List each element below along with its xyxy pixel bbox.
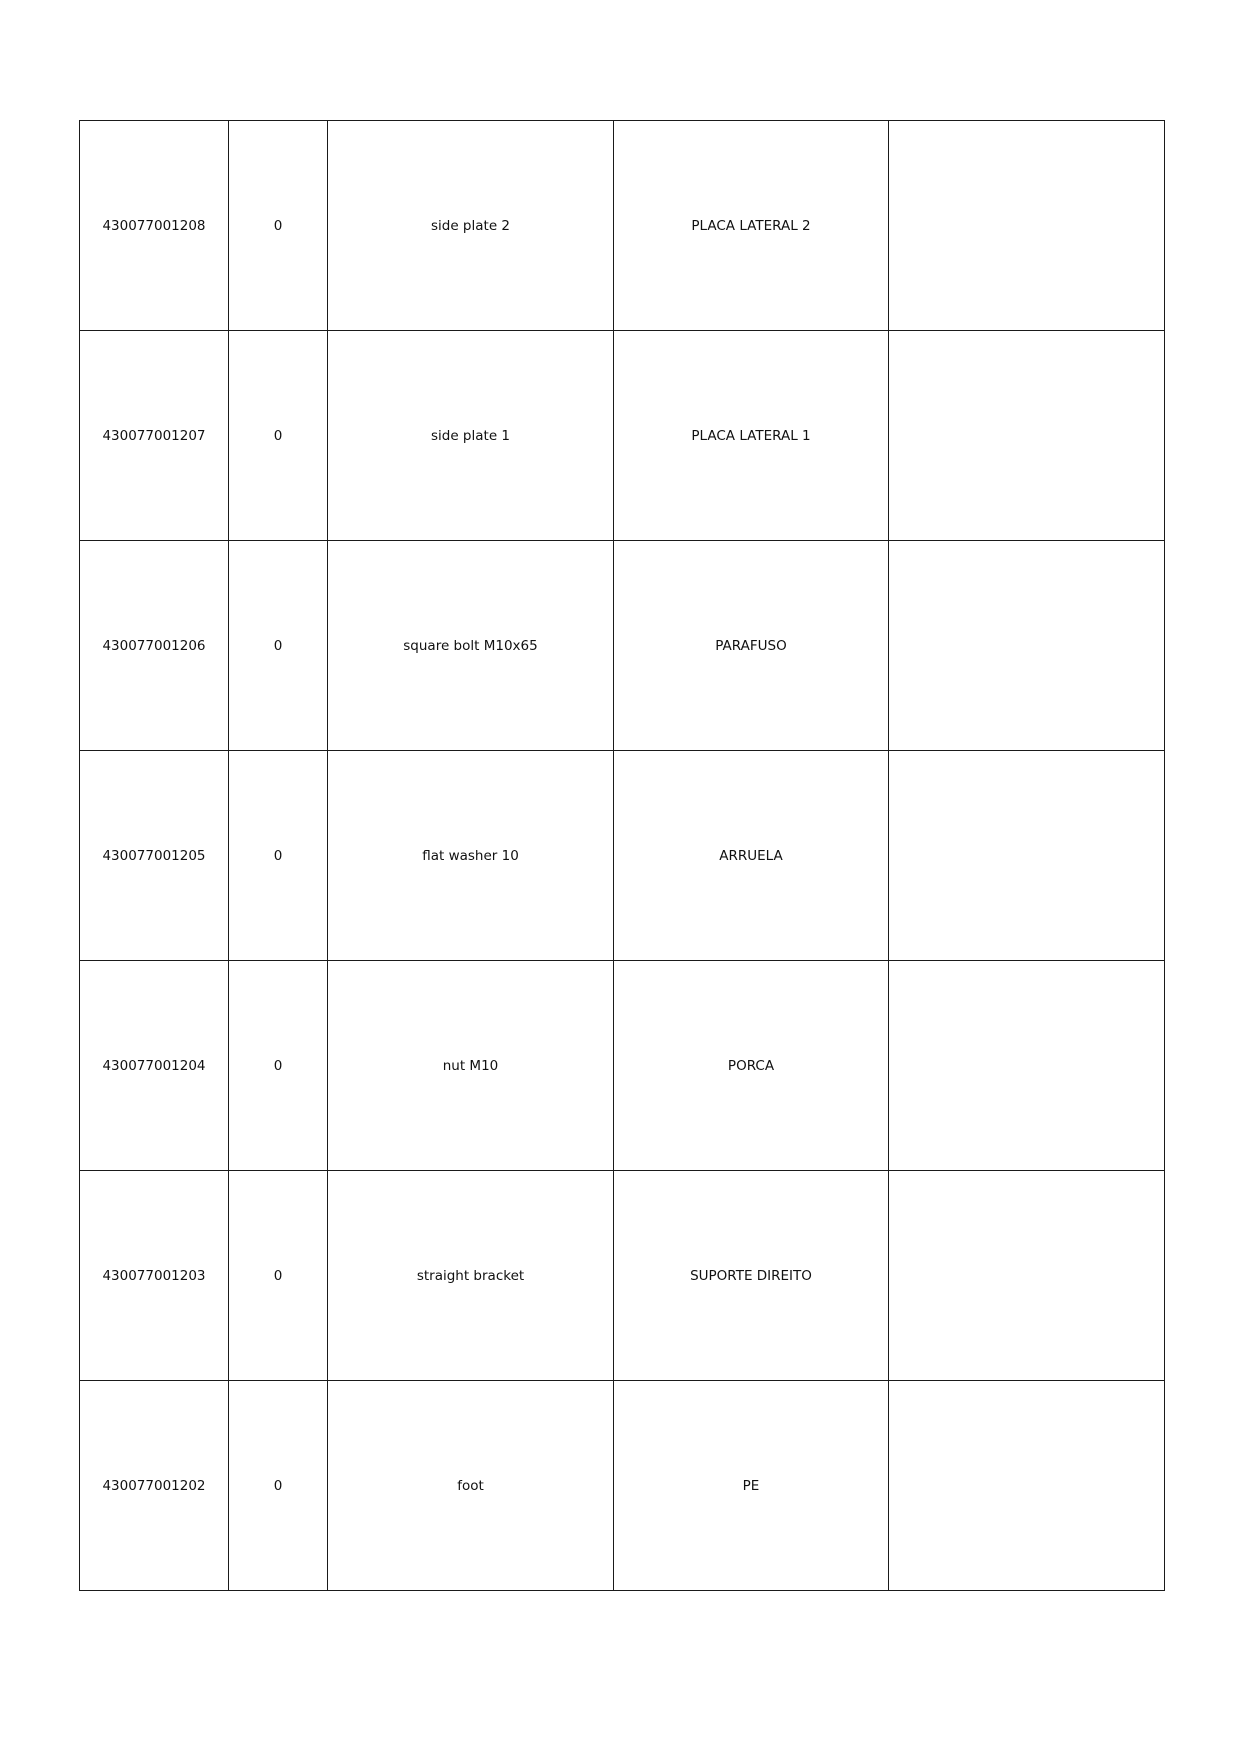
table-row bbox=[80, 1381, 1165, 1591]
notes-cell bbox=[889, 751, 1165, 961]
table-row bbox=[80, 541, 1165, 751]
description-en-cell: side plate 1 bbox=[328, 331, 614, 541]
description-pt-cell: SUPORTE DIREITO bbox=[614, 1171, 889, 1381]
part-code-cell: 430077001206 bbox=[80, 541, 229, 751]
description-en-cell: flat washer 10 bbox=[328, 751, 614, 961]
notes-cell bbox=[889, 331, 1165, 541]
table-row bbox=[80, 121, 1165, 331]
part-code-cell: 430077001204 bbox=[80, 961, 229, 1171]
part-code-cell: 430077001207 bbox=[80, 331, 229, 541]
description-en-cell: nut M10 bbox=[328, 961, 614, 1171]
description-pt-cell: ARRUELA bbox=[614, 751, 889, 961]
description-pt-cell: PARAFUSO bbox=[614, 541, 889, 751]
part-code-cell: 430077001208 bbox=[80, 121, 229, 331]
quantity-cell: 0 bbox=[229, 121, 328, 331]
description-en-cell: straight bracket bbox=[328, 1171, 614, 1381]
description-pt-cell: PLACA LATERAL 2 bbox=[614, 121, 889, 331]
description-pt-cell: PLACA LATERAL 1 bbox=[614, 331, 889, 541]
quantity-cell: 0 bbox=[229, 961, 328, 1171]
part-code-cell: 430077001203 bbox=[80, 1171, 229, 1381]
description-pt-cell: PORCA bbox=[614, 961, 889, 1171]
table-row bbox=[80, 961, 1165, 1171]
notes-cell bbox=[889, 961, 1165, 1171]
notes-cell bbox=[889, 121, 1165, 331]
part-code-cell: 430077001205 bbox=[80, 751, 229, 961]
description-en-cell: side plate 2 bbox=[328, 121, 614, 331]
quantity-cell: 0 bbox=[229, 331, 328, 541]
quantity-cell: 0 bbox=[229, 541, 328, 751]
table-row bbox=[80, 331, 1165, 541]
notes-cell bbox=[889, 1381, 1165, 1591]
part-code-cell: 430077001202 bbox=[80, 1381, 229, 1591]
quantity-cell: 0 bbox=[229, 1171, 328, 1381]
description-en-cell: foot bbox=[328, 1381, 614, 1591]
notes-cell bbox=[889, 541, 1165, 751]
quantity-cell: 0 bbox=[229, 751, 328, 961]
quantity-cell: 0 bbox=[229, 1381, 328, 1591]
description-pt-cell: PE bbox=[614, 1381, 889, 1591]
description-en-cell: square bolt M10x65 bbox=[328, 541, 614, 751]
parts-table bbox=[79, 120, 1165, 1591]
notes-cell bbox=[889, 1171, 1165, 1381]
table-row bbox=[80, 751, 1165, 961]
table-row bbox=[80, 1171, 1165, 1381]
